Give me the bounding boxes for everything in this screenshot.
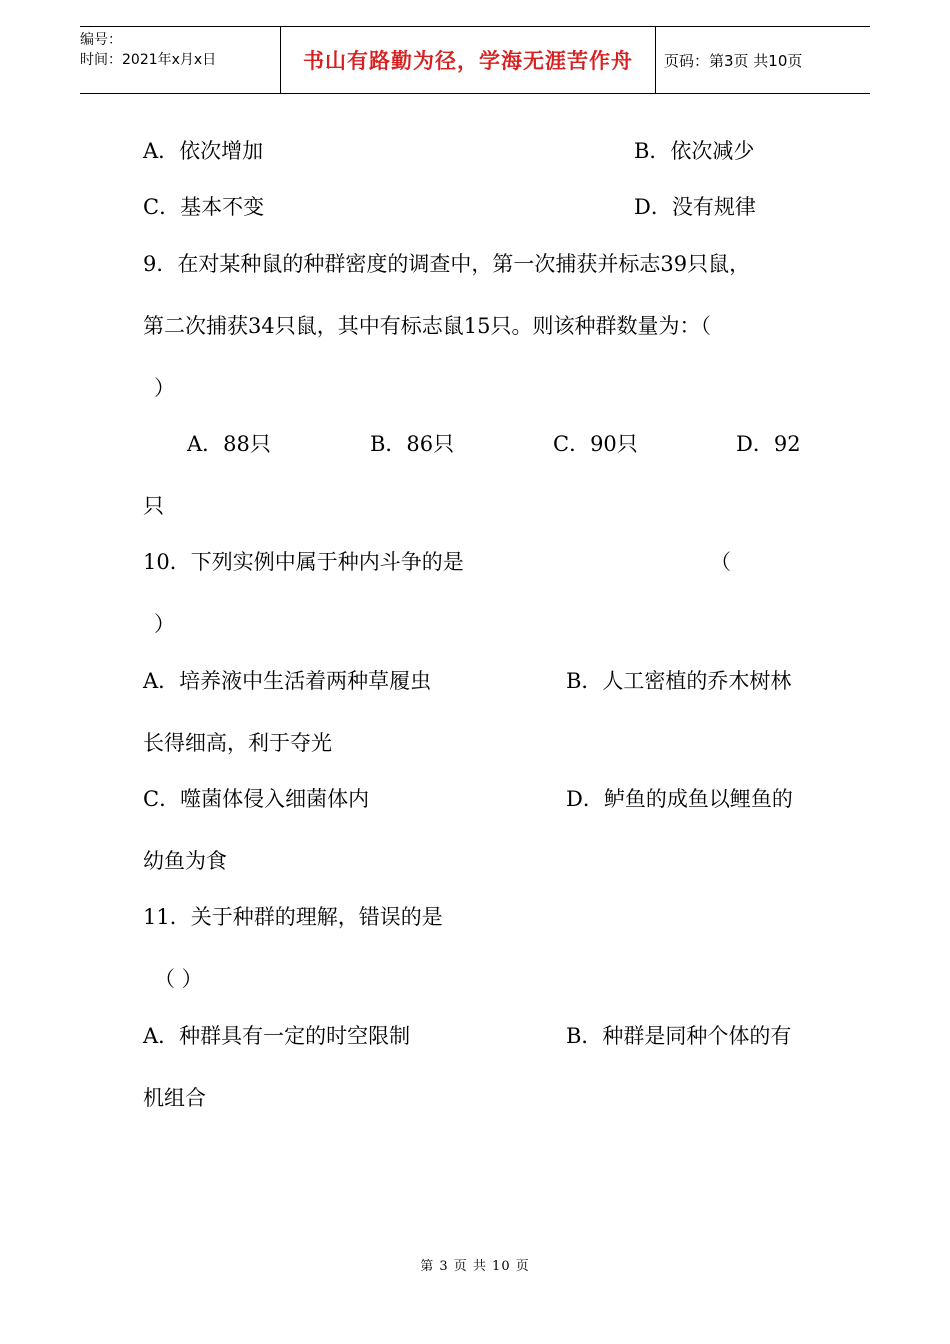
q8-option-d: D．没有规律 <box>634 195 756 219</box>
header-page-info: 页码：第3页 共10页 <box>664 51 803 70</box>
page-footer: 第 3 页 共 10 页 <box>420 1259 530 1274</box>
q11-option-a: A．种群具有一定的时空限制 <box>143 1024 411 1048</box>
q9-option-c: C．90只 <box>553 432 638 456</box>
q8-option-c: C．基本不变 <box>143 195 265 219</box>
q10-stem: 10．下列实例中属于种内斗争的是 <box>143 550 464 574</box>
q9-option-d-cont: 只 <box>143 494 164 518</box>
q8-option-a: A．依次增加 <box>143 139 264 163</box>
q11-stem: 11．关于种群的理解，错误的是 <box>143 905 443 929</box>
q11-option-b-cont: 机组合 <box>143 1086 206 1110</box>
time-label: 时间：2021年x月x日 <box>80 52 217 68</box>
header-meta <box>80 27 280 96</box>
q11-paren: （ ） <box>154 967 203 991</box>
page-header <box>80 26 870 94</box>
q10-option-d-cont: 幼鱼为食 <box>143 849 227 873</box>
q8-option-b: B．依次减少 <box>634 139 755 163</box>
q9-option-b: B．86只 <box>370 432 455 456</box>
q10-paren-open: （ <box>710 550 731 574</box>
q10-option-a: A．培养液中生活着两种草履虫 <box>143 669 432 693</box>
q9-option-a: A．88只 <box>187 432 271 456</box>
q9-paren-close: ） <box>154 376 175 400</box>
q9-stem-line2: 第二次捕获34只鼠，其中有标志鼠15只。则该种群数量为：（ <box>143 314 711 338</box>
serial-label: 编号： <box>80 32 122 48</box>
header-motto: 书山有路勤为径，学海无涯苦作舟 <box>280 27 656 93</box>
q11-option-b: B．种群是同种个体的有 <box>566 1024 792 1048</box>
q10-option-b: B．人工密植的乔木树林 <box>566 669 792 693</box>
q10-option-b-cont: 长得细高，利于夺光 <box>143 731 332 755</box>
q9-stem-line1: 9．在对某种鼠的种群密度的调查中，第一次捕获并标志39只鼠， <box>143 252 751 276</box>
q10-option-c: C．噬菌体侵入细菌体内 <box>143 787 370 811</box>
q10-option-d: D．鲈鱼的成鱼以鲤鱼的 <box>566 787 793 811</box>
q10-paren-close: ） <box>154 612 175 636</box>
q9-option-d: D．92 <box>736 432 801 456</box>
